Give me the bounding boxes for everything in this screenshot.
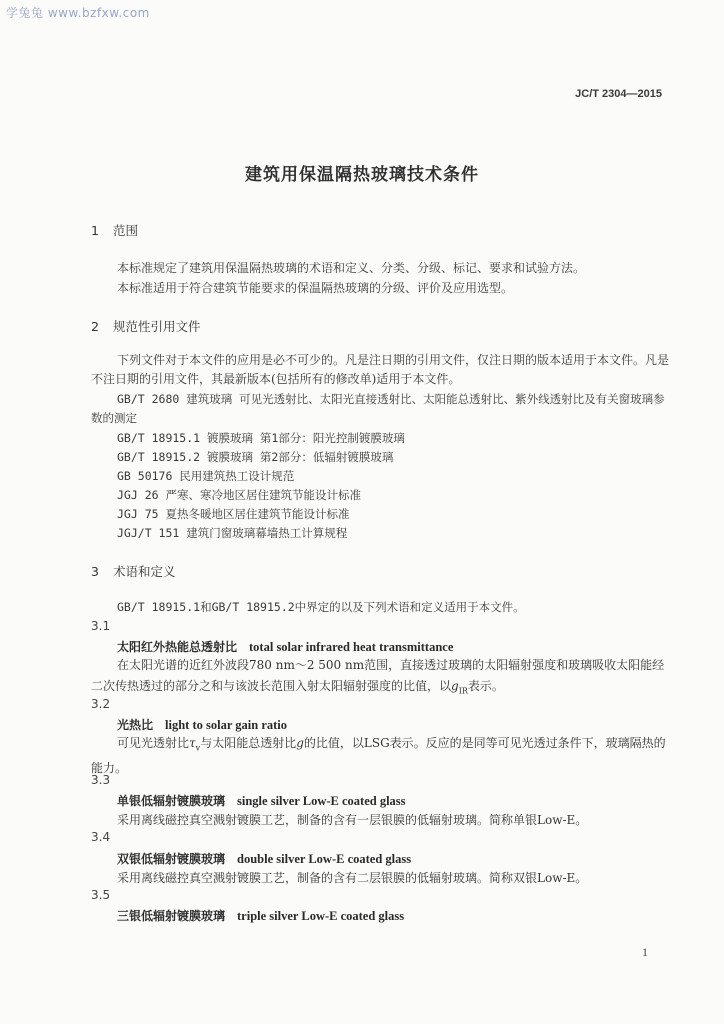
reference-item: GB/T 2680 建筑玻璃 可见光透射比、太阳光直接透射比、太阳能总透射比、紫外线透射比及有关窗玻璃参数的测定	[91, 392, 665, 425]
clause-number: 3.2	[91, 697, 111, 711]
definition-text: 表示。	[467, 679, 504, 693]
section-2-heading	[91, 317, 201, 335]
term-heading	[117, 716, 287, 733]
page-number: 1	[642, 945, 648, 959]
reference-item: JGJ/T 151 建筑门窗玻璃幕墙热工计算规程	[117, 526, 348, 540]
terms-intro: GB/T 18915.1和GB/T 18915.2中界定的以及下列术语和定义适用于本文件。	[117, 600, 525, 614]
section-1-heading	[91, 221, 138, 239]
section-number: 2	[91, 319, 99, 334]
clause-number: 3.1	[91, 619, 111, 633]
term-english: total solar infrared heat transmittance	[249, 640, 454, 654]
references-intro: 下列文件对于本文件的应用是必不可少的。凡是注日期的引用文件，仅注日期的版本适用于本文件。凡是不注日期的引用文件，其最新版本(包括所有的修改单)适用于本文件。	[91, 353, 670, 386]
watermark: 学兔兔 www.bzfxw.com	[6, 6, 150, 20]
term-definition	[91, 733, 671, 779]
term-heading	[117, 638, 453, 655]
section-title: 范围	[113, 223, 139, 238]
term-english: light to solar gain ratio	[165, 718, 288, 732]
reference-item: GB/T 18915.1 镀膜玻璃 第1部分：阳光控制镀膜玻璃	[117, 431, 405, 445]
term-heading	[117, 907, 404, 924]
clause-number: 3.4	[91, 830, 111, 844]
term-english: double silver Low-E coated glass	[237, 852, 412, 866]
term-definition	[91, 655, 671, 701]
symbol-subscript: v	[195, 743, 201, 753]
scope-paragraph-1: 本标准规定了建筑用保温隔热玻璃的术语和定义、分类、分级、标记、要求和试验方法。	[117, 261, 586, 275]
standard-code: JC/T 2304—2015	[575, 88, 662, 100]
g-symbol: g	[296, 736, 304, 750]
term-english: single silver Low-E coated glass	[237, 794, 406, 808]
term-chinese: 太阳红外热能总透射比	[117, 640, 238, 654]
term-definition: 采用离线磁控真空溅射镀膜工艺，制备的含有一层银膜的低辐射玻璃。简称单银Low-E。	[117, 813, 588, 827]
section-number: 3	[91, 564, 99, 579]
term-chinese: 单银低辐射镀膜玻璃	[117, 794, 226, 808]
term-chinese: 三银低辐射镀膜玻璃	[117, 909, 226, 923]
reference-item: GB 50176 民用建筑热工设计规范	[117, 469, 295, 483]
clause-number: 3.5	[91, 888, 111, 902]
term-chinese: 双银低辐射镀膜玻璃	[117, 852, 226, 866]
term-chinese: 光热比	[117, 718, 154, 732]
clause-number: 3.3	[91, 773, 111, 787]
symbol-subscript: IR	[458, 686, 468, 696]
scope-paragraph-2: 本标准适用于符合建筑节能要求的保温隔热玻璃的分级、评价及应用选型。	[117, 281, 514, 295]
reference-item: GB/T 18915.2 镀膜玻璃 第2部分：低辐射镀膜玻璃	[117, 450, 394, 464]
definition-text: 的比值，以LSG表示。反应的是同等可见光透过条件下，玻璃隔热的能力。	[91, 736, 666, 776]
term-definition: 采用离线磁控真空溅射镀膜工艺，制备的含有二层银膜的低辐射玻璃。简称双银Low-E。	[117, 871, 588, 885]
reference-item: JGJ 26 严寒、寒冷地区居住建筑节能设计标准	[117, 488, 361, 502]
section-title: 术语和定义	[113, 564, 176, 579]
symbol: g	[451, 679, 459, 693]
definition-text: 在太阳光谱的近红外波段780 nm～2 500 nm范围，直接透过玻璃的太阳辐射强度和玻璃吸收太阳能经二次传热透过的部分之和与该波长范围入射太阳辐射强度的比值，以	[91, 658, 665, 693]
tau-symbol: τ	[189, 736, 196, 750]
section-3-heading	[91, 562, 176, 580]
page-title: 建筑用保温隔热玻璃技术条件	[245, 165, 479, 185]
section-number: 1	[91, 223, 99, 238]
definition-text: 与太阳能总透射比	[200, 736, 297, 750]
term-heading	[117, 850, 411, 867]
term-heading	[117, 792, 406, 809]
reference-item: JGJ 75 夏热冬暖地区居住建筑节能设计标准	[117, 507, 350, 521]
section-title: 规范性引用文件	[113, 319, 201, 334]
term-english: triple silver Low-E coated glass	[237, 909, 405, 923]
definition-text: 可见光透射比	[117, 736, 190, 750]
